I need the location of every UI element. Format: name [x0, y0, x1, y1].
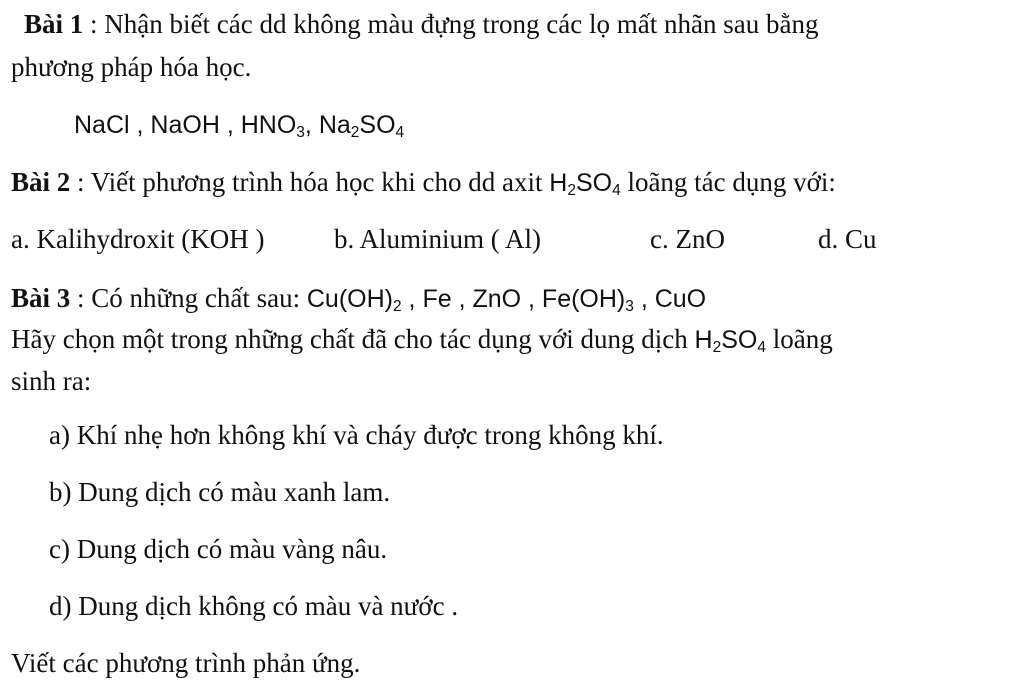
- bai1-text-line1: : Nhận biết các dd không màu đựng trong các lọ mất nhãn sau bằng: [83, 9, 819, 39]
- chem-hno3: $HNO_3$: [240, 111, 305, 141]
- bai3-label: Bài 3: [11, 283, 71, 313]
- bai3-substances: $Cu(OH)_2$ , Fe , ZnO , $Fe(OH)_3$ , CuO: [306, 285, 707, 315]
- chem-na2so4: $Na_2SO_4$: [318, 111, 405, 141]
- bai2-option-b: b. Aluminium ( Al): [334, 224, 542, 254]
- bai3-line2: Hãy chọn một trong những chất đã cho tác dụng với dung dịch $H_2SO_4$ loãng: [11, 324, 833, 356]
- closing-instruction: Viết các phương trình phản ứng.: [11, 648, 361, 678]
- chem-h2so4: $H_2SO_4$: [549, 169, 621, 199]
- chem-naoh: NaOH: [150, 111, 220, 139]
- bai2-option-d: d. Cu: [818, 224, 877, 254]
- bai1-text-line2: phương pháp hóa học.: [11, 52, 252, 82]
- chem-nacl: NaCl: [74, 111, 130, 139]
- bai1-label: Bài 1: [24, 9, 84, 39]
- bai2-option-c: c. ZnO: [650, 224, 725, 254]
- bai1-heading: [24, 7, 818, 41]
- bai1-chemical-list: NaCl , NaOH , $HNO_3$, $Na_2SO_4$: [74, 111, 405, 141]
- bai3-heading: Bài 3 : Có những chất sau: $Cu(OH)_2$ , Fe , ZnO , $Fe(OH)_3$ , CuO: [11, 283, 707, 315]
- bai3-line3: sinh ra:: [11, 366, 92, 396]
- bai3-item-a: a) Khí nhẹ hơn không khí và cháy được trong không khí.: [49, 420, 664, 450]
- bai2-heading: Bài 2 : Viết phương trình hóa học khi cho dd axit $H_2SO_4$ loãng tác dụng với:: [11, 167, 836, 199]
- bai3-item-c: c) Dung dịch có màu vàng nâu.: [49, 534, 388, 564]
- bai3-item-d: d) Dung dịch không có màu và nước .: [49, 591, 459, 621]
- bai2-label: Bài 2: [11, 167, 71, 197]
- bai2-option-a: a. Kalihydroxit (KOH ): [11, 224, 265, 254]
- bai3-item-b: b) Dung dịch có màu xanh lam.: [49, 477, 391, 507]
- chem-h2so4: $H_2SO_4$: [694, 326, 766, 356]
